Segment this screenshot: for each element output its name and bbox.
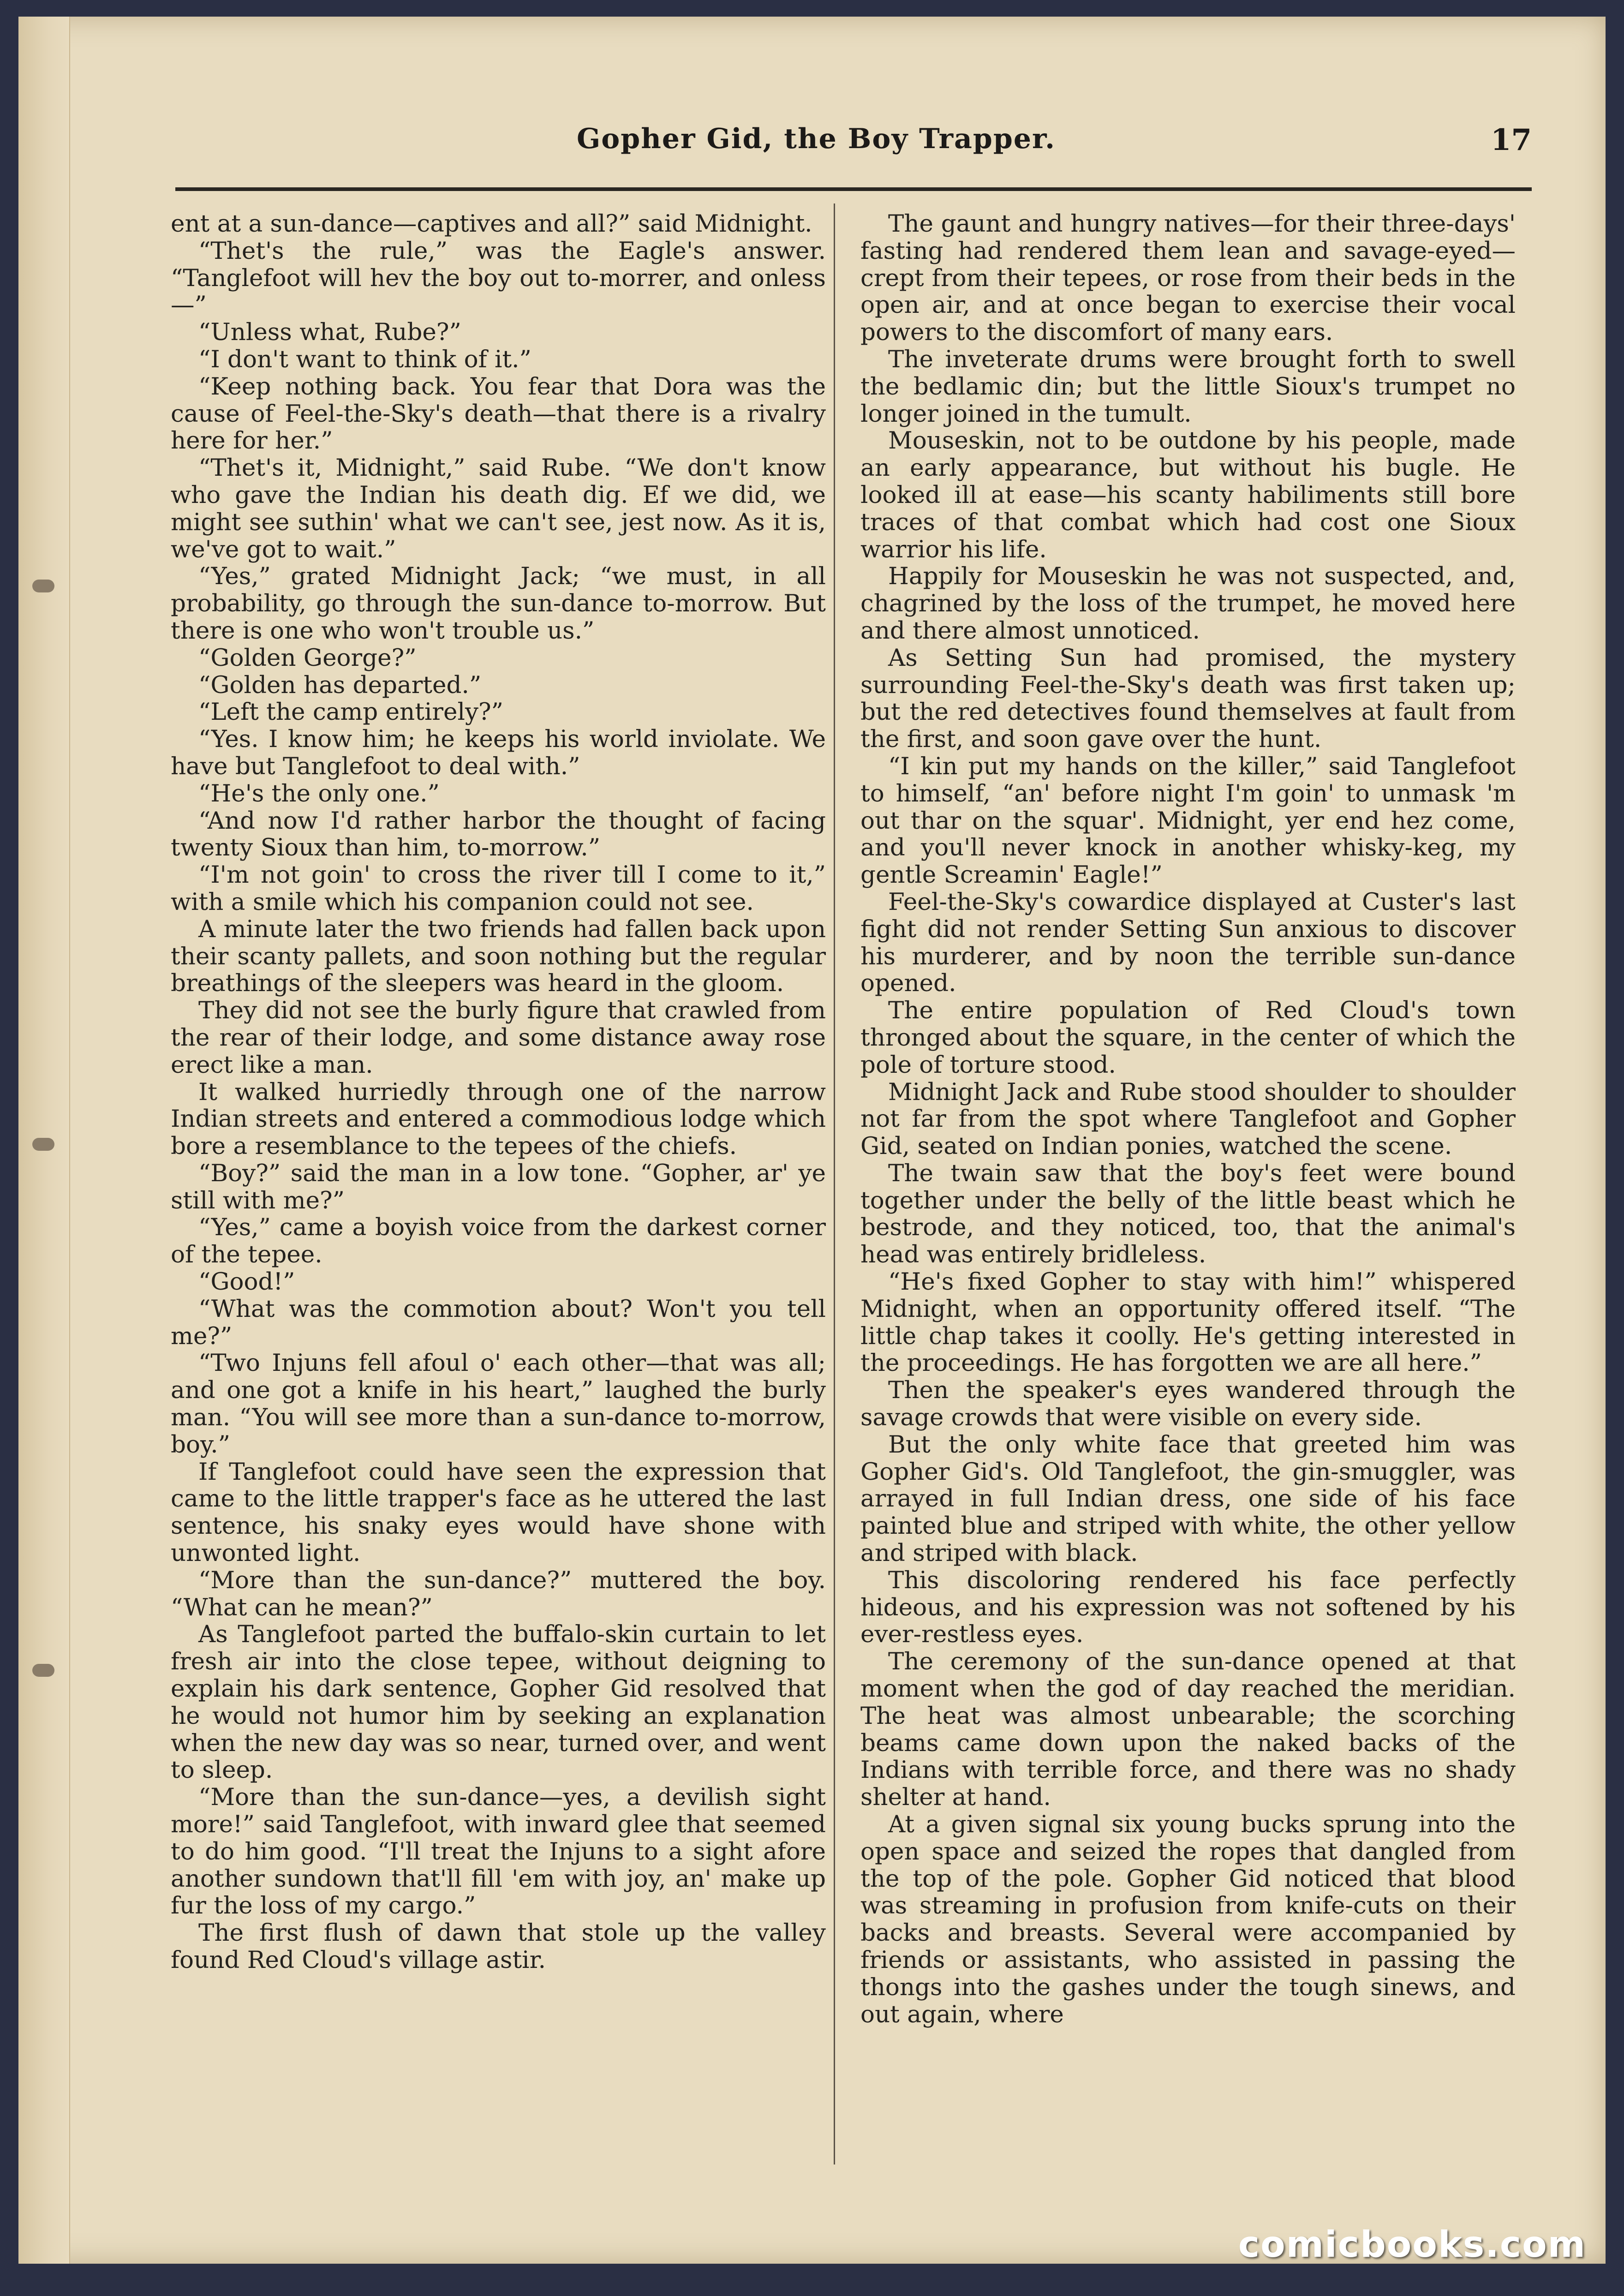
paragraph: “And now I'd rather harbor the thought of facing twenty Sioux than him, to-morrow.” (171, 807, 826, 862)
staple-hole (32, 1138, 54, 1151)
page-spine (18, 17, 70, 2264)
paragraph: Happily for Mouseskin he was not suspected, and, chagrined by the loss of the trumpet, he moved here and there almost unnoticed. (860, 562, 1516, 645)
paragraph: A minute later the two friends had fallen back upon their scanty pallets, and soon nothing but the regular breathings of the sleepers was heard in the gloom. (171, 915, 826, 998)
paragraph: This discoloring rendered his face perfectly hideous, and his expression was not softened by his ever-restless eyes. (860, 1566, 1516, 1649)
paragraph: “I kin put my hands on the killer,” said Tanglefoot to himself, “an' before night I'm goin' to unmask 'm out thar on the squar'. Midnight, yer end hez come, and you'll never knock in another whisky-keg, my gentle Screamin' Eagle!” (860, 752, 1516, 889)
paragraph: They did not see the burly figure that crawled from the rear of their lodge, and some distance away rose erect like a man. (171, 997, 826, 1079)
paragraph: As Setting Sun had promised, the mystery surrounding Feel-the-Sky's death was first taken up; but the red detectives found themselves at fault from the first, and soon gave over the hunt. (860, 644, 1516, 753)
paragraph: Then the speaker's eyes wandered through the savage crowds that were visible on every side. (860, 1376, 1516, 1432)
paragraph: At a given signal six young bucks sprung into the open space and seized the ropes that dangled from the top of the pole. Gopher Gid noticed that blood was streaming in profusion from knife-cuts on their backs and breasts. Several were accompanied by friends or assistants, who assisted in passing the thongs into the gashes under the tough sinews, and out again, where (860, 1811, 1516, 2028)
paragraph: “Thet's it, Midnight,” said Rube. “We don't know who gave the Indian his death dig. Ef we did, we might see suthin' what we can't see, jest now. As it is, we've got to wait.” (171, 454, 826, 563)
paragraph: “I don't want to think of it.” (198, 345, 531, 373)
paragraph: ent at a sun-dance—captives and all?” said Midnight. (171, 210, 812, 238)
paragraph: “More than the sun-dance?” muttered the boy. “What can he mean?” (171, 1566, 826, 1621)
paragraph: Mouseskin, not to be outdone by his people, made an early appearance, but without his bugle. He looked ill at ease—his scanty habiliments still bore traces of that combat which had cost one Sioux warrior his life. (860, 427, 1516, 563)
paragraph: “Left the camp entirely?” (198, 698, 503, 726)
paragraph: “Yes,” came a boyish voice from the darkest corner of the tepee. (171, 1214, 826, 1269)
paragraph: “Boy?” said the man in a low tone. “Gopher, ar' ye still with me?” (171, 1159, 826, 1214)
paragraph: “Two Injuns fell afoul o' each other—that was all; and one got a knife in his heart,” laughed the burly man. “You will see more than a sun-dance to-morrow, boy.” (171, 1349, 826, 1459)
site-watermark: comicbooks.com (1238, 2224, 1586, 2266)
paragraph: Midnight Jack and Rube stood shoulder to shoulder not far from the spot where Tanglefoot and Gopher Gid, seated on Indian ponies, watched the scene. (860, 1078, 1516, 1160)
paragraph: “He's the only one.” (198, 779, 440, 807)
paragraph: “Good!” (198, 1268, 295, 1296)
page-number: 17 (1490, 123, 1532, 157)
paragraph: “Keep nothing back. You fear that Dora was the cause of Feel-the-Sky's death—that there is a rivalry here for her.” (171, 372, 826, 455)
paragraph: The inveterate drums were brought forth to swell the bedlamic din; but the little Sioux's trumpet no longer joined in the tumult. (860, 345, 1516, 428)
paragraph: As Tanglefoot parted the buffalo-skin curtain to let fresh air into the close tepee, without deigning to explain his dark sentence, Gopher Gid resolved that he would not humor him by seeking an explanation when the new day was so near, turned over, and went to sleep. (171, 1620, 826, 1784)
right-text-column (860, 210, 1516, 2028)
paragraph: “Golden George?” (198, 644, 417, 672)
paragraph: “I'm not goin' to cross the river till I come to it,” with a smile which his companion could not see. (171, 861, 826, 916)
left-text-column (171, 210, 826, 1974)
book-page (18, 17, 1606, 2264)
header-rule (175, 187, 1532, 191)
paragraph: But the only white face that greeted him was Gopher Gid's. Old Tanglefoot, the gin-smuggler, was arrayed in full Indian dress, one side of his face painted blue and striped with white, the other yellow and striped with black. (860, 1430, 1516, 1567)
paragraph: “Unless what, Rube?” (198, 318, 461, 347)
paragraph: Feel-the-Sky's cowardice displayed at Custer's last fight did not render Setting Sun anxious to discover his murderer, and by noon the terrible sun-dance opened. (860, 888, 1516, 998)
paragraph: The ceremony of the sun-dance opened at that moment when the god of day reached the meridian. The heat was almost unbearable; the scorching beams came down upon the naked backs of the Indians with terrible force, and there was no shady shelter at hand. (860, 1648, 1516, 1812)
paragraph: “More than the sun-dance—yes, a devilish sight more!” said Tanglefoot, with inward glee that seemed to do him good. “I'll treat the Injuns to a sight afore another sundown that'll fill 'em with joy, an' make up fur the loss of my cargo.” (171, 1783, 826, 1920)
paragraph: The gaunt and hungry natives—for their three-days' fasting had rendered them lean and savage-eyed—crept from their tepees, or rose from their beds in the open air, and at once began to exercise their vocal powers to the discomfort of many ears. (860, 210, 1516, 347)
paragraph: “Yes. I know him; he keeps his world inviolate. We have but Tanglefoot to deal with.” (171, 725, 826, 780)
staple-hole (32, 580, 54, 592)
paragraph: “He's fixed Gopher to stay with him!” whispered Midnight, when an opportunity offered itself. “The little chap takes it coolly. He's getting interested in the proceedings. He has forgotten we are all here.” (860, 1268, 1516, 1377)
running-title: Gopher Gid, the Boy Trapper. (577, 123, 1056, 155)
paragraph: “Golden has departed.” (198, 671, 482, 699)
staple-hole (32, 1664, 54, 1677)
page-header (194, 123, 1532, 173)
paragraph: It walked hurriedly through one of the narrow Indian streets and entered a commodious lodge which bore a resemblance to the tepees of the chiefs. (171, 1078, 826, 1160)
paragraph: If Tanglefoot could have seen the expression that came to the little trapper's face as he uttered the last sentence, his snaky eyes would have shone with unwonted light. (171, 1458, 826, 1567)
paragraph: The entire population of Red Cloud's town thronged about the square, in the center of which the pole of torture stood. (860, 997, 1516, 1079)
paragraph: “Yes,” grated Midnight Jack; “we must, in all probability, go through the sun-dance to-morrow. But there is one who won't trouble us.” (171, 562, 826, 645)
column-divider (834, 203, 835, 2164)
paragraph: The twain saw that the boy's feet were bound together under the belly of the little beast which he bestrode, and they noticed, too, that the animal's head was entirely bridleless. (860, 1159, 1516, 1269)
paragraph: “Thet's the rule,” was the Eagle's answer. “Tanglefoot will hev the boy out to-morrer, and onless—” (171, 237, 826, 319)
paragraph: The first flush of dawn that stole up the valley found Red Cloud's village astir. (171, 1919, 826, 1974)
paragraph: “What was the commotion about? Won't you tell me?” (171, 1295, 826, 1350)
